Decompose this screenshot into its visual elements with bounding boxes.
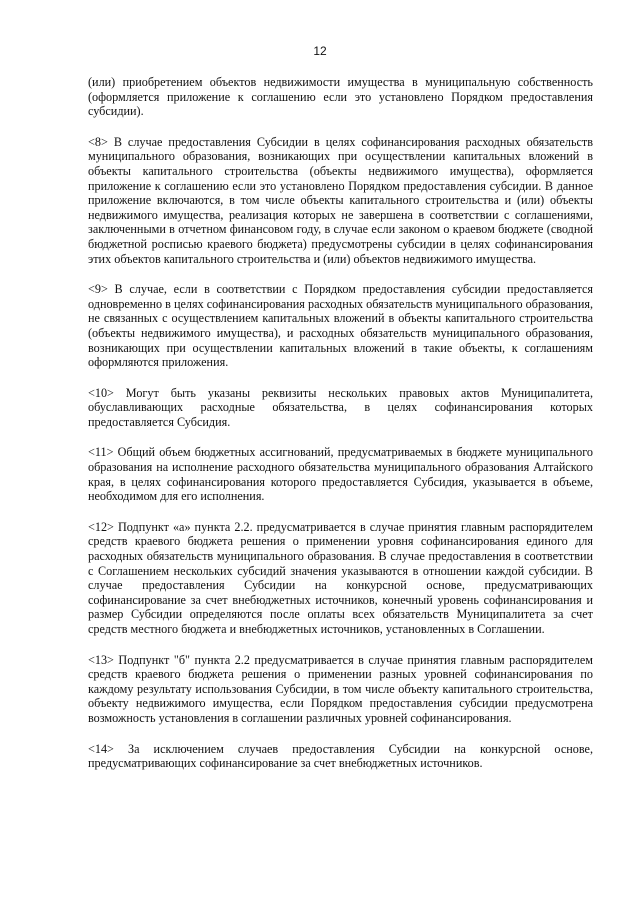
paragraph-continuation: (или) приобретением объектов недвижимости имущества в муниципальную собственность (оформляется приложение к соглашению если это установлено Порядком предоставления субсидии). (88, 75, 593, 119)
footnote-11: <11> Общий объем бюджетных ассигнований, предусматриваемых в бюджете муниципального образования на исполнение расходного обязательства муниципального образования Алтайского края, в целях софинансирования которого предоставляется Субсидия, указывается в объеме, необходимом для его исполнения. (88, 445, 593, 504)
footnote-14: <14> За исключением случаев предоставления Субсидии на конкурсной основе, предусматривающих софинансирование за счет внебюджетных источников. (88, 741, 593, 771)
footnote-13: <13> Подпункт "б" пункта 2.2 предусматривается в случае принятия главным распорядителем средств краевого бюджета решения о применении разных уровней софинансирования по каждому результату использования Субсидии, в том числе объекту капитального строительства, объекту недвижимого имущества, если Порядком предоставления субсидии предусмотрена возможность установления в соглашении различных уровней софинансирования. (88, 652, 593, 725)
footnote-9: <9> В случае, если в соответствии с Порядком предоставления субсидии предоставляется одновременно в целях софинансирования расходных обязательств муниципального образования, не связанных с осуществлением капитальных вложений в объекты капитального строительства (объекты недвижимого имущества), и расходных обязательств муниципального образования, возникающих при осуществлении капитальных вложений в такие объекты, к соглашениям оформляются приложения. (88, 282, 593, 370)
footnote-8: <8> В случае предоставления Субсидии в целях софинансирования расходных обязательств муниципального образования, возникающих при осуществлении капитальных вложений в объекты капитального строительства (объекты недвижимого имущества), оформляется приложение к соглашению если это установлено Порядком предоставления субсидии. В данное приложение включаются, в том числе объекты капитального строительства и (или) объекты недвижимого имущества, реализация которых не завершена в соответствии с соглашениями, заключенными в отчетном финансовом году, в случае если законом о краевом бюджете (сводной бюджетной росписью краевого бюджета) предусмотрены субсидии в целях софинансирования этих объектов капитального строительства и (или) объектов недвижимого имущества. (88, 134, 593, 266)
document-body (88, 75, 593, 771)
page-number: 12 (313, 44, 327, 58)
footnote-10: <10> Могут быть указаны реквизиты нескольких правовых актов Муниципалитета, обуславливающих расходные обязательства, в целях софинансирования которых предоставляется Субсидия. (88, 385, 593, 429)
footnote-12: <12> Подпункт «а» пункта 2.2. предусматривается в случае принятия главным распорядителем средств краевого бюджета решения о применении уровня софинансирования единого для расходных обязательств муниципального образования. В случае предоставления в соответствии с Соглашением нескольких субсидий значения указываются в отношении каждой субсидии. В случае предоставления Субсидии на конкурсной основе, предусматривающих софинансирование за счет внебюджетных источников, конечный уровень софинансирования и размер Субсидии определяются после оплаты всех обязательств Муниципалитета за счет средств местного бюджета и внебюджетных источников, установленных в Соглашении. (88, 519, 593, 636)
